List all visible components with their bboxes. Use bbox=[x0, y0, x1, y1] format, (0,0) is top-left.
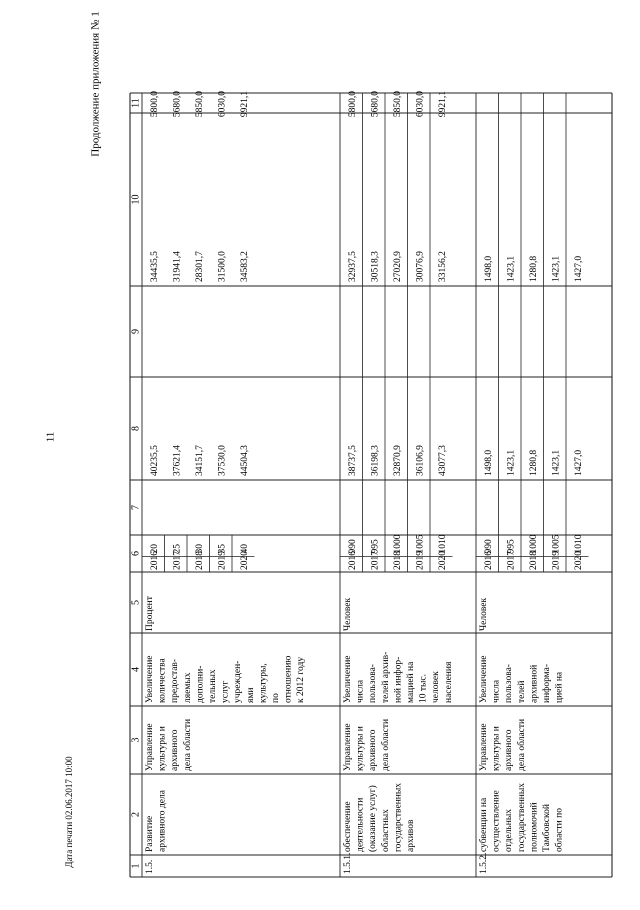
year-value: 2016 bbox=[150, 551, 160, 570]
target-value: 35 bbox=[217, 544, 228, 554]
row-name-line: Развитие bbox=[145, 815, 155, 852]
target-value: 1000 bbox=[393, 534, 403, 554]
col7-value: 1423,1 bbox=[551, 449, 562, 476]
indicator-line: человек bbox=[431, 671, 442, 703]
col9-value: 1427,0 bbox=[574, 255, 584, 282]
col9-value: 28301,7 bbox=[195, 251, 205, 282]
col9-value: 30518,3 bbox=[370, 251, 381, 282]
col7-value: 44504,3 bbox=[240, 445, 250, 476]
executor-line: культуры и bbox=[491, 726, 502, 771]
col11-value: 5850,0 bbox=[195, 91, 205, 118]
indicator-line: к 2012 году bbox=[296, 656, 307, 703]
target-value: 20 bbox=[150, 544, 160, 554]
indicator-line: дополни- bbox=[195, 665, 206, 703]
indicator-line: цией на bbox=[554, 671, 565, 703]
col7-value: 38737,5 bbox=[348, 445, 358, 476]
executor-line: Управление bbox=[479, 723, 489, 771]
col7-value: 36198,3 bbox=[370, 445, 381, 476]
col11-value: 5850,0 bbox=[393, 91, 403, 118]
column-number: 8 bbox=[130, 426, 142, 431]
row-name-line: осуществление bbox=[491, 790, 502, 852]
col7-value: 1423,1 bbox=[506, 449, 517, 476]
column-number: 4 bbox=[130, 667, 142, 672]
year-value: 2019 bbox=[415, 551, 426, 570]
row-name-line: государственных bbox=[393, 782, 404, 852]
col11-value: 5800,0 bbox=[348, 91, 358, 118]
column-number: 7 bbox=[130, 505, 142, 510]
col11-value: 5800,0 bbox=[150, 91, 160, 118]
col11-value: 6030,0 bbox=[217, 91, 228, 118]
target-value: 995 bbox=[506, 539, 517, 554]
indicator-line: населения bbox=[443, 661, 454, 703]
col9-value: 31500,0 bbox=[217, 251, 228, 282]
column-number: 5 bbox=[130, 600, 142, 605]
executor-line: дела области bbox=[380, 718, 391, 771]
indicator-line: отношению bbox=[283, 655, 294, 703]
row-name-line: Тамбовской bbox=[542, 804, 552, 852]
col7-value: 32870,9 bbox=[393, 445, 403, 476]
indicator-line: Увеличение bbox=[145, 655, 155, 703]
year-value: 2018 bbox=[195, 551, 205, 570]
row-name-line: государственных bbox=[516, 782, 527, 852]
year-value: 2017 bbox=[172, 551, 183, 570]
row-number: 1.5.1. bbox=[343, 852, 353, 874]
col11-value: 9921,1 bbox=[240, 91, 250, 118]
indicator-line: пользова- bbox=[368, 664, 379, 703]
target-value: 1005 bbox=[551, 534, 562, 554]
col11-value: 6030,0 bbox=[415, 91, 426, 118]
col9-value: 31941,4 bbox=[172, 251, 183, 282]
col9-value: 1498,0 bbox=[484, 255, 494, 282]
year-value: 2019 bbox=[551, 551, 562, 570]
indicator-line: ями bbox=[245, 687, 256, 703]
indicator-line: числа bbox=[355, 679, 366, 703]
col9-value: 27020,9 bbox=[393, 251, 403, 282]
col9-value: 30076,9 bbox=[415, 251, 426, 282]
target-value: 995 bbox=[370, 539, 381, 554]
indicator-line: телей архив- bbox=[380, 651, 391, 703]
row-number: 1.5. bbox=[145, 859, 155, 874]
indicator-line: 10 тыс. bbox=[418, 673, 429, 703]
year-value: 2020 bbox=[574, 551, 584, 570]
row-name-line: деятельности bbox=[355, 797, 366, 852]
column-number: 2 bbox=[130, 812, 142, 817]
page-number: 11 bbox=[44, 431, 57, 443]
year-value: 2017 bbox=[506, 551, 517, 570]
row-name-line: области по bbox=[554, 808, 565, 852]
col9-value: 1423,1 bbox=[551, 255, 562, 282]
target-value: 1000 bbox=[529, 534, 539, 554]
col7-value: 36106,9 bbox=[415, 445, 426, 476]
col7-value: 1280,8 bbox=[529, 449, 539, 476]
col7-value: 1427,0 bbox=[574, 449, 584, 476]
col7-value: 37530,0 bbox=[217, 445, 228, 476]
col11-value: 5680,0 bbox=[370, 91, 381, 118]
indicator-line: предостав- bbox=[170, 658, 181, 703]
year-value: 2020 bbox=[438, 551, 448, 570]
target-value: 1005 bbox=[415, 534, 426, 554]
year-value: 2016 bbox=[484, 551, 494, 570]
year-value: 2018 bbox=[393, 551, 403, 570]
column-number: 1 bbox=[130, 863, 142, 869]
unit-of-measure: Процент bbox=[145, 596, 155, 631]
executor-line: Управление bbox=[343, 723, 353, 771]
col7-value: 1498,0 bbox=[484, 449, 494, 476]
unit-of-measure: Человек bbox=[343, 597, 353, 631]
target-value: 25 bbox=[172, 544, 183, 554]
col9-value: 33156,2 bbox=[438, 251, 448, 282]
col9-value: 34583,2 bbox=[240, 251, 250, 282]
indicator-line: мацией на bbox=[406, 661, 416, 703]
indicator-line: тельных bbox=[208, 669, 218, 703]
col9-value: 1423,1 bbox=[506, 255, 517, 282]
row-name-line: полномочий bbox=[529, 802, 540, 852]
year-value: 2019 bbox=[217, 551, 228, 570]
col11-value: 9921,1 bbox=[438, 91, 448, 118]
year-value: 2018 bbox=[529, 551, 539, 570]
continuation-title: Продолжение приложения № 1 bbox=[89, 11, 102, 157]
row-number: 1.5.2. bbox=[479, 852, 489, 874]
executor-line: Управление bbox=[145, 723, 155, 771]
row-name-line: (оказание услуг) bbox=[368, 785, 379, 852]
target-value: 990 bbox=[484, 539, 494, 554]
indicator-line: учрежден- bbox=[233, 660, 244, 703]
column-number: 6 bbox=[130, 551, 142, 556]
indicator-line: телей bbox=[516, 680, 527, 703]
col9-value: 1280,8 bbox=[529, 255, 539, 282]
column-number: 11 bbox=[130, 98, 142, 108]
row-name-line: субвенции на bbox=[479, 797, 489, 852]
target-value: 1010 bbox=[438, 534, 448, 554]
indicator-line: Увеличение bbox=[479, 655, 489, 703]
row-name-line: отдельных bbox=[504, 809, 515, 852]
column-number: 9 bbox=[130, 329, 142, 334]
col9-value: 34435,5 bbox=[150, 251, 160, 282]
year-value: 2016 bbox=[348, 551, 358, 570]
row-name-line: областных bbox=[380, 809, 391, 852]
col7-value: 43077,3 bbox=[438, 445, 448, 476]
target-value: 40 bbox=[240, 544, 250, 554]
executor-line: дела области bbox=[516, 718, 527, 771]
executor-line: архивного bbox=[170, 729, 181, 771]
indicator-line: архивной bbox=[529, 664, 540, 703]
executor-line: культуры и bbox=[355, 726, 366, 771]
print-date: Дата печати 02.06.2017 10:00 bbox=[64, 756, 75, 868]
col9-value: 32937,5 bbox=[348, 251, 358, 282]
column-number: 10 bbox=[130, 194, 142, 205]
indicator-line: информа- bbox=[542, 663, 552, 703]
col7-value: 34151,7 bbox=[195, 445, 205, 476]
col11-value: 5680,0 bbox=[172, 91, 183, 118]
executor-line: архивного bbox=[368, 729, 379, 771]
executor-line: дела области bbox=[182, 718, 193, 771]
indicator-line: пользова- bbox=[504, 664, 515, 703]
indicator-line: ляемых bbox=[182, 672, 193, 703]
indicator-line: числа bbox=[491, 679, 502, 703]
col7-value: 40235,5 bbox=[150, 445, 160, 476]
unit-of-measure: Человек bbox=[479, 597, 489, 631]
table-cells bbox=[130, 91, 584, 874]
indicator-line: по bbox=[271, 693, 281, 703]
indicator-line: количества bbox=[157, 658, 168, 703]
year-value: 2020 bbox=[240, 551, 250, 570]
target-value: 990 bbox=[348, 539, 358, 554]
year-value: 2017 bbox=[370, 551, 381, 570]
col7-value: 37621,4 bbox=[172, 445, 183, 476]
executor-line: культуры и bbox=[157, 726, 168, 771]
target-value: 30 bbox=[195, 544, 205, 554]
indicator-line: услуг bbox=[220, 680, 231, 703]
column-number: 3 bbox=[130, 737, 142, 743]
indicator-line: ной инфор- bbox=[393, 656, 404, 703]
row-name-line: архивного дела bbox=[157, 790, 168, 852]
indicator-line: Увеличение bbox=[343, 655, 353, 703]
target-value: 1010 bbox=[574, 534, 584, 554]
indicator-line: культуры, bbox=[258, 663, 269, 703]
row-name-line: обеспечение bbox=[343, 801, 353, 852]
executor-line: архивного bbox=[504, 729, 515, 771]
row-name-line: архивов bbox=[406, 819, 416, 852]
